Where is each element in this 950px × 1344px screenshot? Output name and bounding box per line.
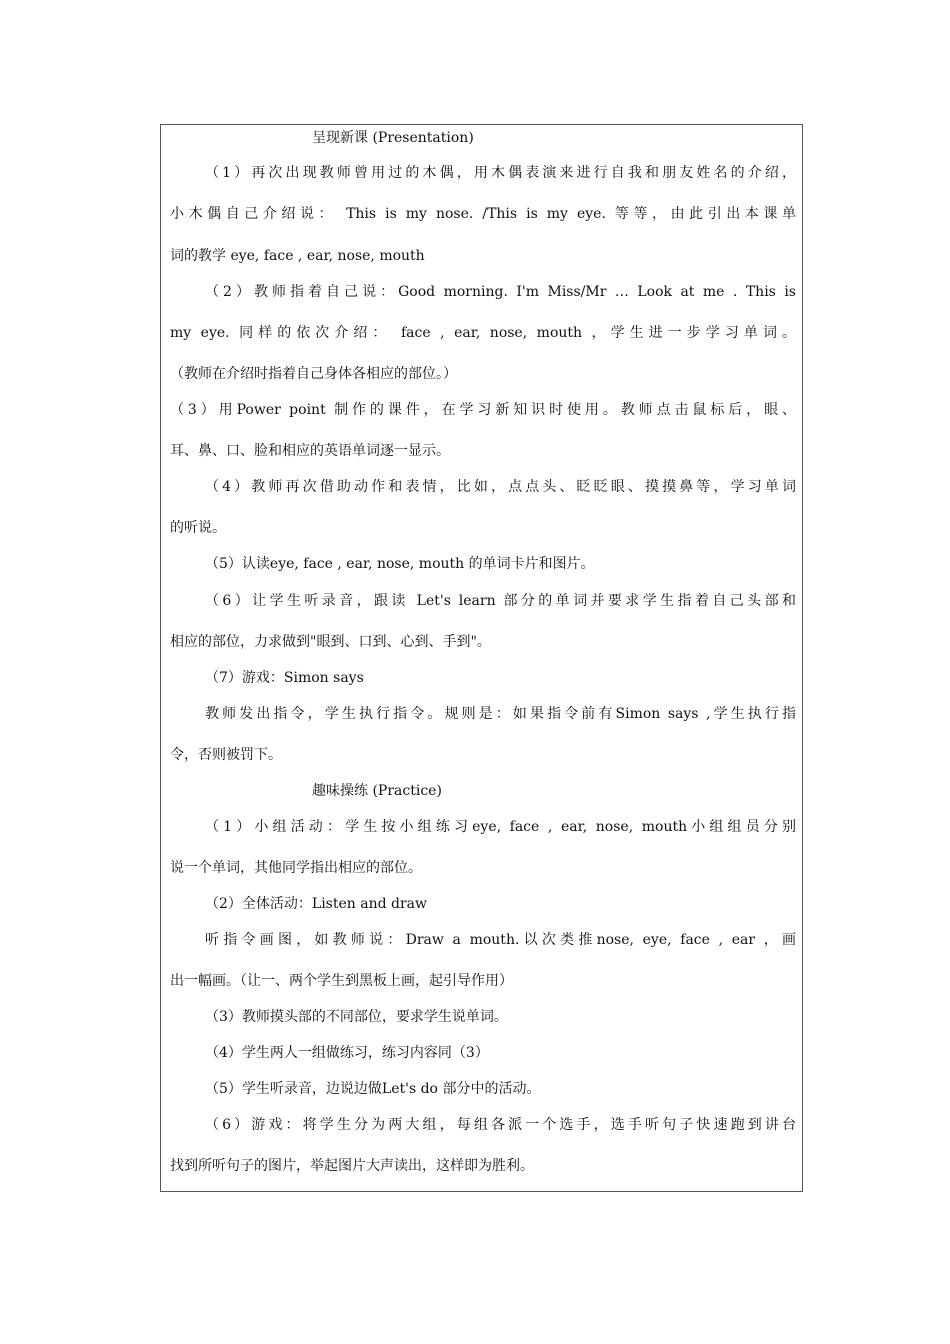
presentation-heading: 呈现新课 (Presentation) <box>312 130 474 146</box>
text-line: 出一幅画。（让一、两个学生到黑板上画，起引导作用） <box>170 973 513 989</box>
text-line: 相应的部位，力求做到"眼到、口到、心到、手到"。 <box>170 634 491 650</box>
text-line: （4）学生两人一组做练习，练习内容同（3） <box>205 1045 489 1061</box>
text-line: 教师发出指令，学生执行指令。规则是：如果指令前有Simon says ,学生执行指 <box>205 706 796 722</box>
text-line: （教师在介绍时指着自己身体各相应的部位。） <box>170 366 457 382</box>
text-line: （3）用Power point 制作的课件，在学习新知识时使用。教师点击鼠标后，眼、 <box>170 402 796 418</box>
text-line: 词的教学 eye, face , ear, nose, mouth <box>170 248 425 264</box>
text-line: （2）全体活动：Listen and draw <box>205 896 428 912</box>
text-line: （6）游戏：将学生分为两大组，每组各派一个选手，选手听句子快速跑到讲台 <box>205 1117 796 1133</box>
text-line: 耳、鼻、口、脸和相应的英语单词逐一显示。 <box>170 443 450 459</box>
text-line: my eye. 同样的依次介绍： face , ear, nose, mouth ，学生进一步学习单词。 <box>170 325 796 341</box>
text-line: 小木偶自己介绍说： This is my nose. /This is my eye. 等等，由此引出本课单 <box>170 206 796 222</box>
text-line: 说一个单词，其他同学指出相应的部位。 <box>170 860 422 876</box>
text-line: 的听说。 <box>170 520 226 536</box>
text-line: 令，否则被罚下。 <box>170 747 282 763</box>
text-line: 找到所听句子的图片，举起图片大声读出，这样即为胜利。 <box>170 1158 534 1174</box>
text-line: （5）认读eye, face , ear, nose, mouth 的单词卡片和图片。 <box>205 556 595 572</box>
text-line: （2）教师指着自己说：Good morning. I'm Miss/Mr … Look at me . This is <box>205 284 796 300</box>
practice-heading: 趣味操练 (Practice) <box>312 783 442 799</box>
text-line: （6）让学生听录音，跟读 Let's learn 部分的单词并要求学生指着自己头部和 <box>205 593 796 609</box>
text-line: （7）游戏：Simon says <box>205 670 364 686</box>
text-line: （4）教师再次借助动作和表情，比如，点点头、眨眨眼、摸摸鼻等，学习单词 <box>205 479 796 495</box>
text-line: 听指令画图，如教师说：Draw a mouth.以次类推nose, eye, face , ear ，画 <box>205 932 796 948</box>
text-line: （1）小组活动：学生按小组练习eye, face , ear, nose, mouth小组组员分别 <box>205 819 796 835</box>
text-line: （5）学生听录音，边说边做Let's do 部分中的活动。 <box>205 1081 541 1097</box>
text-line: （3）教师摸头部的不同部位，要求学生说单词。 <box>205 1009 508 1025</box>
text-line: （1）再次出现教师曾用过的木偶，用木偶表演来进行自我和朋友姓名的介绍， <box>205 165 796 181</box>
